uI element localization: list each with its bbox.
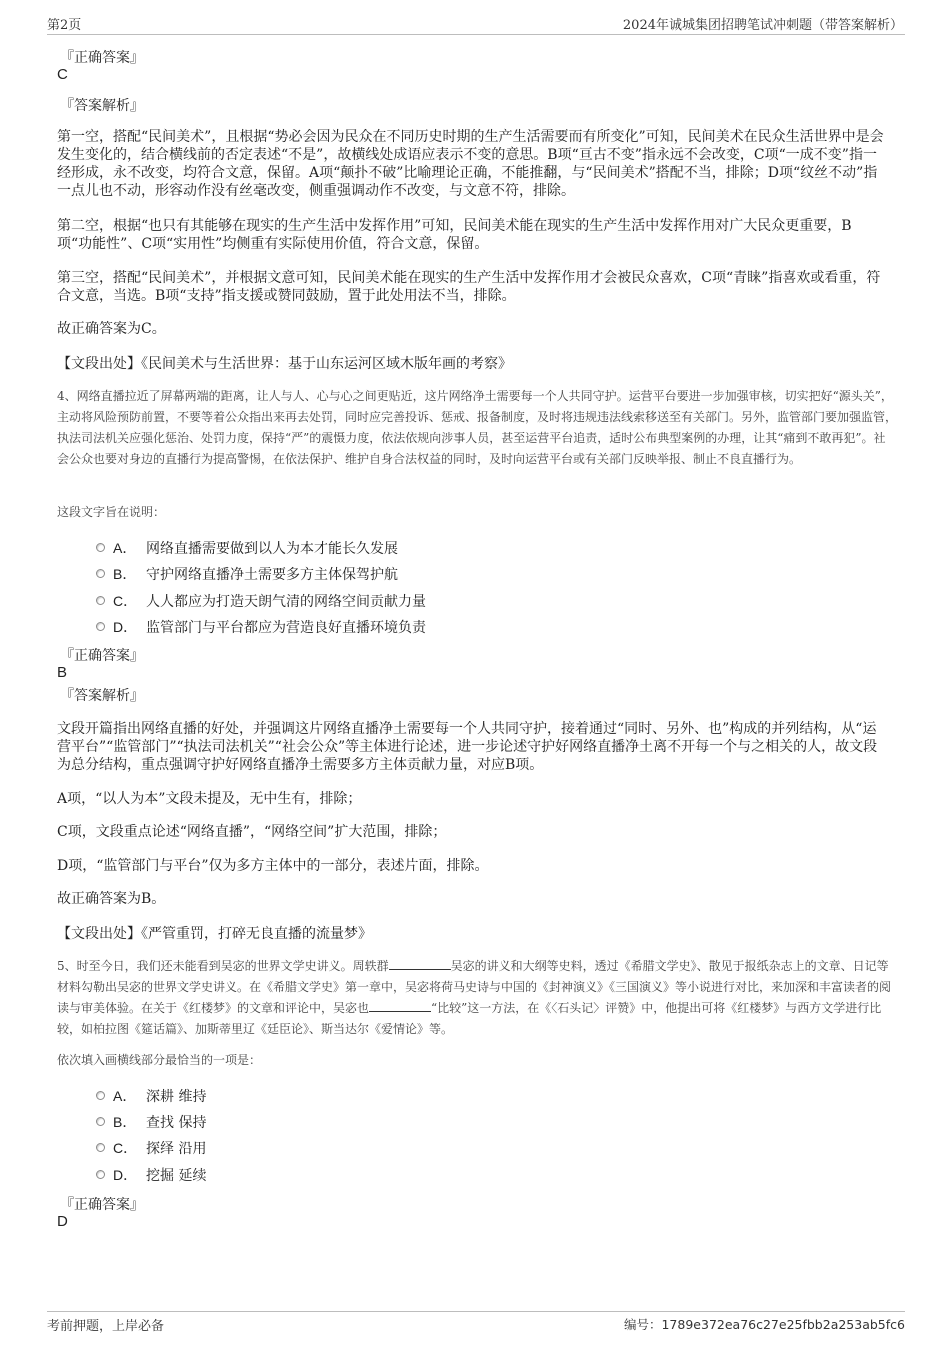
radio-icon[interactable] [96,1170,105,1179]
radio-icon[interactable] [96,543,105,552]
analysis-paragraph: 文段开篇指出网络直播的好处，并强调这片网络直播净土需要每一个人共同守护，接着通过“同时、另外、也”构成的并列结构，从“运营平台”“监管部门”“执法司法机关”“社会公众”等主体进行论述，进一步论述守护好网络直播净土离不开每一个与之相关的人，故文段为总分结构，重点强调守护好网络直播净土需要多方主体贡献力量，对应B项。 [57,721,878,773]
analysis-paragraph: A项，“以人为本”文段未提及，无中生有，排除； [57,791,362,807]
radio-icon[interactable] [96,1091,105,1100]
answer-label: 『正确答案』 [60,50,144,66]
blank-line [369,999,431,1012]
blank-line [389,957,451,970]
analysis-paragraph: 第三空，搭配“民间美术”，并根据文意可知，民间美术能在现实的生产生活中发挥作用才会被民众喜欢，C项“青睐”指喜欢或看重，符合文意，当选。B项“支持”指支援或赞同鼓励，置于此处用法不当，排除。 [57,270,881,304]
radio-icon[interactable] [96,569,105,578]
source-citation: 【文段出处】《严管重罚，打碎无良直播的流量梦》 [57,926,372,942]
correct-answer: B [57,664,68,681]
radio-icon[interactable] [96,622,105,631]
analysis-paragraph: C项，文段重点论述“网络直播”，“网络空间”扩大范围，排除； [57,824,447,840]
footer-slogan: 考前押题，上岸必备 [47,1319,165,1334]
question-stem: 4、网络直播拉近了屏幕两端的距离，让人与人、心与心之间更贴近，这片网络净土需要每一个人共同守护。运营平台要进一步加强审核，切实把好“源头关”，主动将风险预防前置，不要等着公众指出来再去处罚，同时应完善投诉、惩戒、报备制度，及时将违规违法线索移送至有关部门。另外，监管部门要加强监管，执法司法机关应强化惩治、处罚力度，保持“严”的震慑力度，依法依规向涉事人员，甚至运营平台追责，适时公布典型案例的办理，让其“痛到不敢再犯”。社会公众也要对身边的直播行为提高警惕，在依法保护、维护自身合法权益的同时，及时向运营平台或有关部门反映举报、制止不良直播行为。 [57,389,898,466]
analysis-label: 『答案解析』 [60,98,144,114]
conclusion: 故正确答案为C。 [57,321,166,337]
analysis-paragraph: 第二空，根据“也只有其能够在现实的生产生活中发挥作用”可知，民间美术能在现实的生产生活中发挥作用对广大民众更重要，B项“功能性”、C项“实用性”均侧重有实际使用价值，符合文意，保留。 [57,218,852,252]
document-id: 编号：1789e372ea76c27e25fbb2a253ab5fc6 [623,1317,905,1332]
radio-icon[interactable] [96,596,105,605]
analysis-paragraph: 第一空，搭配“民间美术”，且根据“势必会因为民众在不同历史时期的生产生活需要而有所变化”可知，民间美术在民众生活世界中是会发生变化的，结合横线前的否定表述“不是”，故横线处成语应表示不变的意思。B项“亘古不变”指永远不会改变，C项“一成不变”指一经形成，永不改变，均符合文意，保留。A项“颠扑不破”比喻理论正确，不能推翻，与“民间美术”搭配不当，排除；D项“纹丝不动”指一点儿也不动，形容动作没有丝毫改变，侧重强调动作不改变，与文意不符，排除。 [57,129,884,199]
question-prompt: 依次填入画横线部分最恰当的一项是： [57,1053,262,1067]
page-number: 第2页 [47,18,82,33]
radio-icon[interactable] [96,1117,105,1126]
radio-icon[interactable] [96,1143,105,1152]
source-citation: 【文段出处】《民间美术与生活世界：基于山东运河区域木版年画的考察》 [57,356,512,372]
answer-label: 『正确答案』 [60,648,144,664]
question-prompt: 这段文字旨在说明： [57,505,166,519]
page-header [47,12,905,35]
answer-label: 『正确答案』 [60,1197,144,1213]
correct-answer: C [57,66,68,83]
analysis-paragraph: D项，“监管部门与平台”仅为多方主体中的一部分，表述片面，排除。 [57,858,489,874]
page-footer [47,1311,905,1334]
question-stem: 5、时至今日，我们还未能看到吴宓的世界文学史讲义。周轶群 吴宓的讲义和大纲等史料，透过《希腊文学史》、散见于报纸杂志上的文章、日记等材料勾勒出吴宓的世界文学史讲义。在《希腊文学史》第一章中，吴宓将荷马史诗与中国的《封神演义》《三国演义》等小说进行对比，来加深和丰富读者的阅读与审美体验。在关于《红楼梦》的文章和评论中，吴宓也 “比较”这一方法，在《〈石头记〉评赞》中，他提出可将《红楼梦》与西方文学进行比较，如柏拉图《筵话篇》、加斯蒂里辽《廷臣论》、斯当达尔《爱情论》等。 [57,959,892,1036]
conclusion: 故正确答案为B。 [57,891,166,907]
analysis-label: 『答案解析』 [60,688,144,704]
document-title: 2024年诚城集团招聘笔试冲刺题（带答案解析） [622,18,903,33]
correct-answer: D [57,1213,68,1230]
